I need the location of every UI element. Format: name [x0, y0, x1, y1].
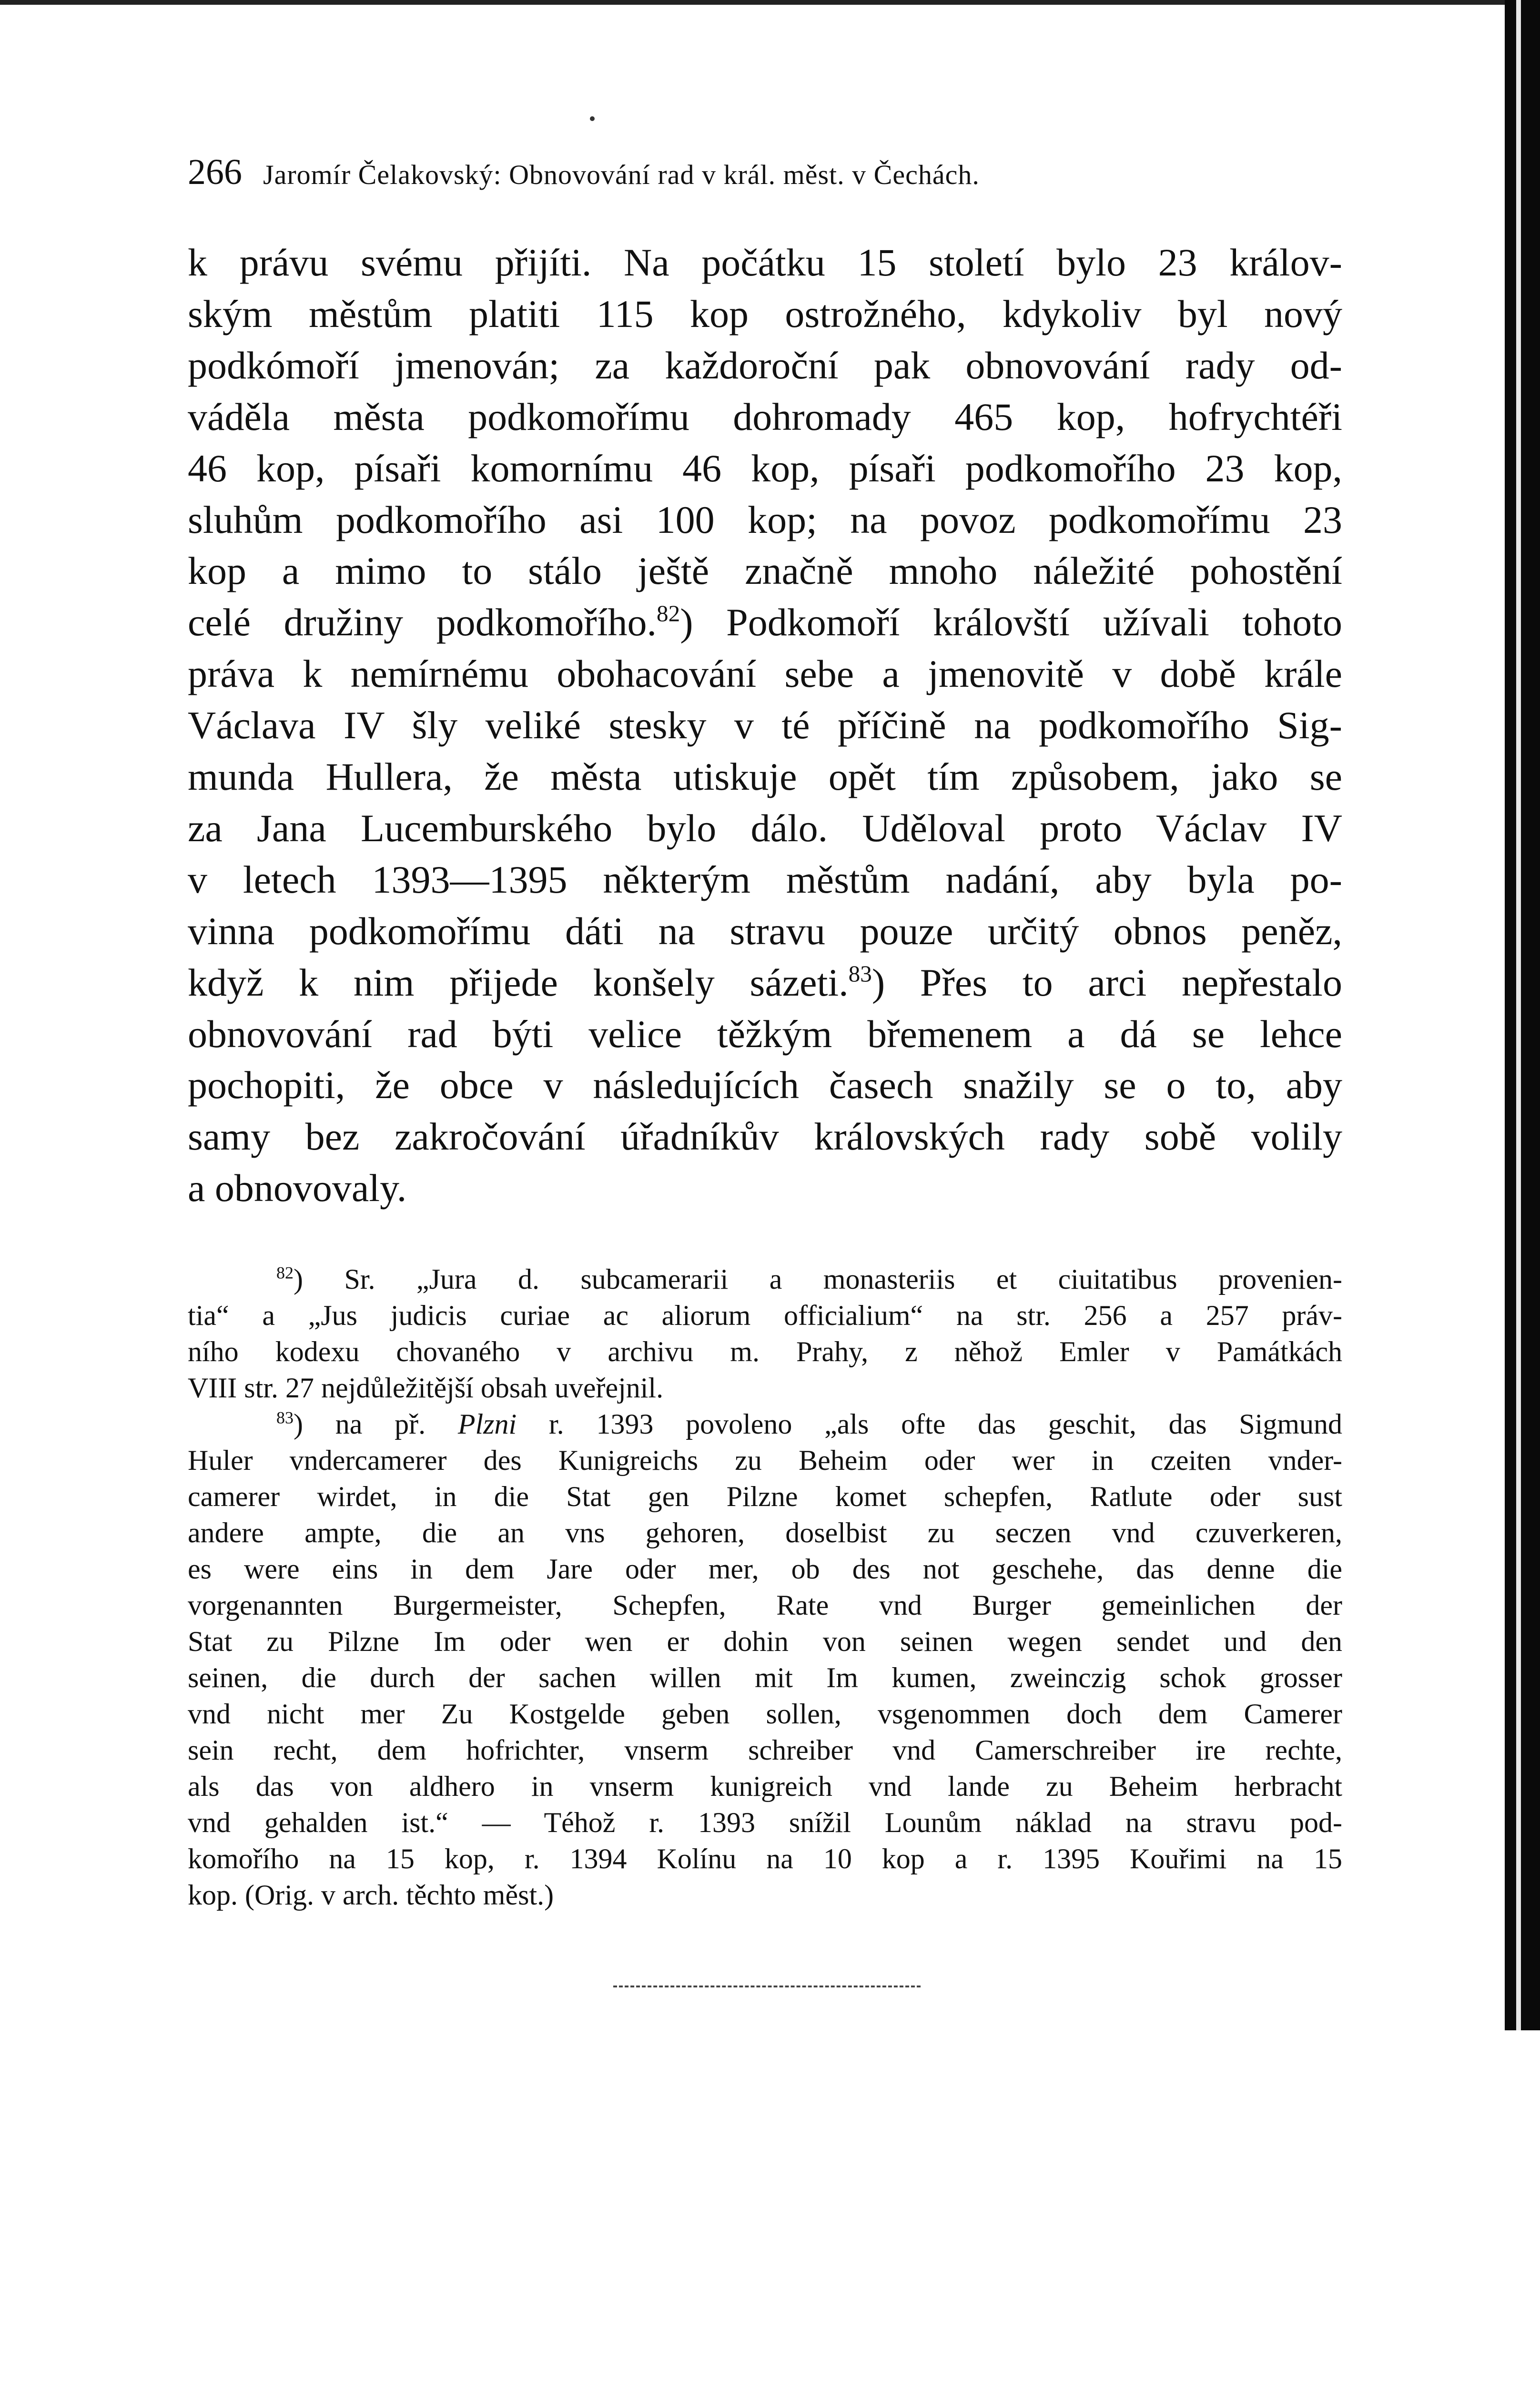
text-run: váděla města podkomořímu dohromady 465 kop, hofrychtéři — [188, 395, 1342, 438]
footnote-line — [188, 1443, 1342, 1477]
text-run: komořího na 15 kop, r. 1394 Kolínu na 10 kop a r. 1395 Kouřimi na 15 — [188, 1843, 1342, 1874]
body-line — [188, 1113, 1342, 1161]
footnote-ref: 83 — [848, 960, 872, 987]
text-run: vinna podkomořímu dáti na stravu pouze určitý obnos peněz, — [188, 909, 1342, 953]
footnote-line — [188, 1733, 1342, 1767]
footnote-line — [188, 1624, 1342, 1659]
footnote-ref: 82 — [657, 600, 680, 627]
footnote-line — [188, 1552, 1342, 1586]
footnote-line — [188, 1479, 1342, 1514]
text-run: vorgenannten Burgermeister, Schepfen, Rate vnd Burger gemeinlichen der — [188, 1589, 1342, 1621]
text-run: camerer wirdet, in die Stat gen Pilzne komet schepfen, Ratlute oder sust — [188, 1481, 1342, 1512]
footnote-line — [188, 1371, 1342, 1405]
scan-speck — [590, 116, 595, 121]
text-run: ským městům platiti 115 kop ostrožného, kdykoliv byl nový — [188, 292, 1342, 336]
text-run: pochopiti, že obce v následujících časech snažily se o to, aby — [188, 1063, 1342, 1107]
text-run: kop a mimo to stálo ještě značně mnoho náležité pohostění — [188, 549, 1342, 593]
page-header — [188, 152, 1346, 194]
footnote-line — [188, 1660, 1342, 1695]
body-line — [188, 599, 1342, 646]
text-run: ) na př. — [294, 1408, 458, 1440]
scan-right-edge — [1505, 0, 1540, 2030]
body-line — [188, 1061, 1342, 1109]
footnote-ref: 82 — [276, 1263, 294, 1283]
text-run: vnd nicht mer Zu Kostgelde geben sollen, vsgenommen doch dem Camerer — [188, 1698, 1342, 1730]
text-run: es were eins in dem Jare oder mer, ob des not geschehe, das denne die — [188, 1553, 1342, 1585]
footnote-line — [188, 1298, 1342, 1333]
italic-text: Plzni — [457, 1408, 517, 1440]
text-run: vnd gehalden ist.“ — Téhož r. 1393 snížil Lounům náklad na stravu pod- — [188, 1807, 1342, 1838]
text-run: Stat zu Pilzne Im oder wen er dohin von seinen wegen sendet und den — [188, 1626, 1342, 1657]
text-run: seinen, die durch der sachen willen mit Im kumen, zweinczig schok grosser — [188, 1662, 1342, 1693]
body-line — [188, 445, 1342, 492]
text-run: práva k nemírnému obohacování sebe a jmenovitě v době krále — [188, 652, 1342, 696]
text-run: podkómoří jmenován; za každoroční pak obnovování rady od- — [188, 343, 1342, 387]
text-run: k právu svému přijíti. Na počátku 15 století bylo 23 králov- — [188, 241, 1342, 284]
text-run: andere ampte, die an vns gehoren, doselbist zu seczen vnd czuverkeren, — [188, 1517, 1342, 1548]
footnote-line — [188, 1516, 1342, 1550]
text-run: ) Přes to arci nepřestalo — [871, 960, 1342, 1004]
footnote-line — [188, 1842, 1342, 1876]
scan-edge-gap — [1516, 0, 1521, 2030]
end-separator-rule — [613, 1986, 921, 1987]
text-run: ) Sr. „Jura d. subcamerarii a monasteriis et ciuitatibus provenien- — [294, 1263, 1342, 1295]
text-run: munda Hullera, že města utiskuje opět tím způsobem, jako se — [188, 755, 1342, 798]
body-line — [188, 650, 1342, 698]
body-line — [188, 702, 1342, 749]
body-line — [188, 1010, 1342, 1058]
text-run: ) Podkomoří královští užívali tohoto — [680, 601, 1343, 644]
text-run: za Jana Lucemburského bylo dálo. Uděloval proto Václav IV — [188, 806, 1342, 850]
body-line — [188, 393, 1342, 441]
body-line — [188, 907, 1342, 955]
footnote-line — [188, 1805, 1342, 1840]
text-run: obnovování rad býti velice těžkým břemenem a dá se lehce — [188, 1012, 1342, 1056]
body-line — [188, 805, 1342, 852]
text-run: samy bez zakročování úřadníkův královských rady sobě volily — [188, 1115, 1342, 1159]
text-run: r. 1393 povoleno „als ofte das geschit, das Sigmund — [517, 1408, 1343, 1440]
footnote-line — [188, 1697, 1342, 1731]
text-run: 46 kop, písaři komornímu 46 kop, písaři podkomořího 23 kop, — [188, 446, 1342, 490]
text-run: ního kodexu chovaného v archivu m. Prahy, z něhož Emler v Památkách — [188, 1336, 1342, 1367]
scan-top-edge — [0, 0, 1540, 5]
footnote-line — [188, 1588, 1342, 1622]
text-run: když k nim přijede konšely sázeti. — [188, 960, 849, 1004]
text-run: sluhům podkomořího asi 100 kop; na povoz podkomořímu 23 — [188, 498, 1342, 541]
text-run: als das von aldhero in vnserm kunigreich vnd lande zu Beheim herbracht — [188, 1771, 1342, 1802]
footnote-line — [276, 1262, 1342, 1296]
body-line — [188, 547, 1342, 595]
text-run: tia“ a „Jus judicis curiae ac aliorum officialium“ na str. 256 a 257 práv- — [188, 1300, 1342, 1331]
footnote-ref: 83 — [276, 1408, 294, 1427]
text-run: Václava IV šly veliké stesky v té příčině na podkomořího Sig- — [188, 703, 1342, 747]
footnote-line — [276, 1407, 1342, 1441]
body-line — [188, 290, 1342, 338]
body-line — [188, 856, 1342, 904]
body-line — [188, 342, 1342, 389]
body-line — [188, 1164, 1342, 1212]
footnote-line — [188, 1878, 1342, 1912]
page-number: 266 — [188, 152, 242, 192]
footnote-line — [188, 1334, 1342, 1369]
text-run: a obnovovaly. — [188, 1166, 407, 1210]
text-run: kop. (Orig. v arch. těchto měst.) — [188, 1879, 554, 1911]
text-run: VIII str. 27 nejdůležitější obsah uveřejnil. — [188, 1372, 664, 1404]
text-run: Huler vndercamerer des Kunigreichs zu Beheim oder wer in czeiten vnder- — [188, 1445, 1342, 1476]
body-line — [188, 753, 1342, 801]
body-line — [188, 496, 1342, 544]
footnote-line — [188, 1769, 1342, 1803]
body-line — [188, 239, 1342, 286]
text-run: v letech 1393—1395 některým městům nadání, aby byla po- — [188, 857, 1342, 901]
text-run: sein recht, dem hofrichter, vnserm schreiber vnd Camerschreiber ire rechte, — [188, 1734, 1342, 1766]
running-title: Jaromír Čelakovský: Obnovování rad v král. měst. v Čechách. — [263, 159, 980, 190]
body-line — [188, 959, 1342, 1007]
text-run: celé družiny podkomořího. — [188, 601, 657, 644]
